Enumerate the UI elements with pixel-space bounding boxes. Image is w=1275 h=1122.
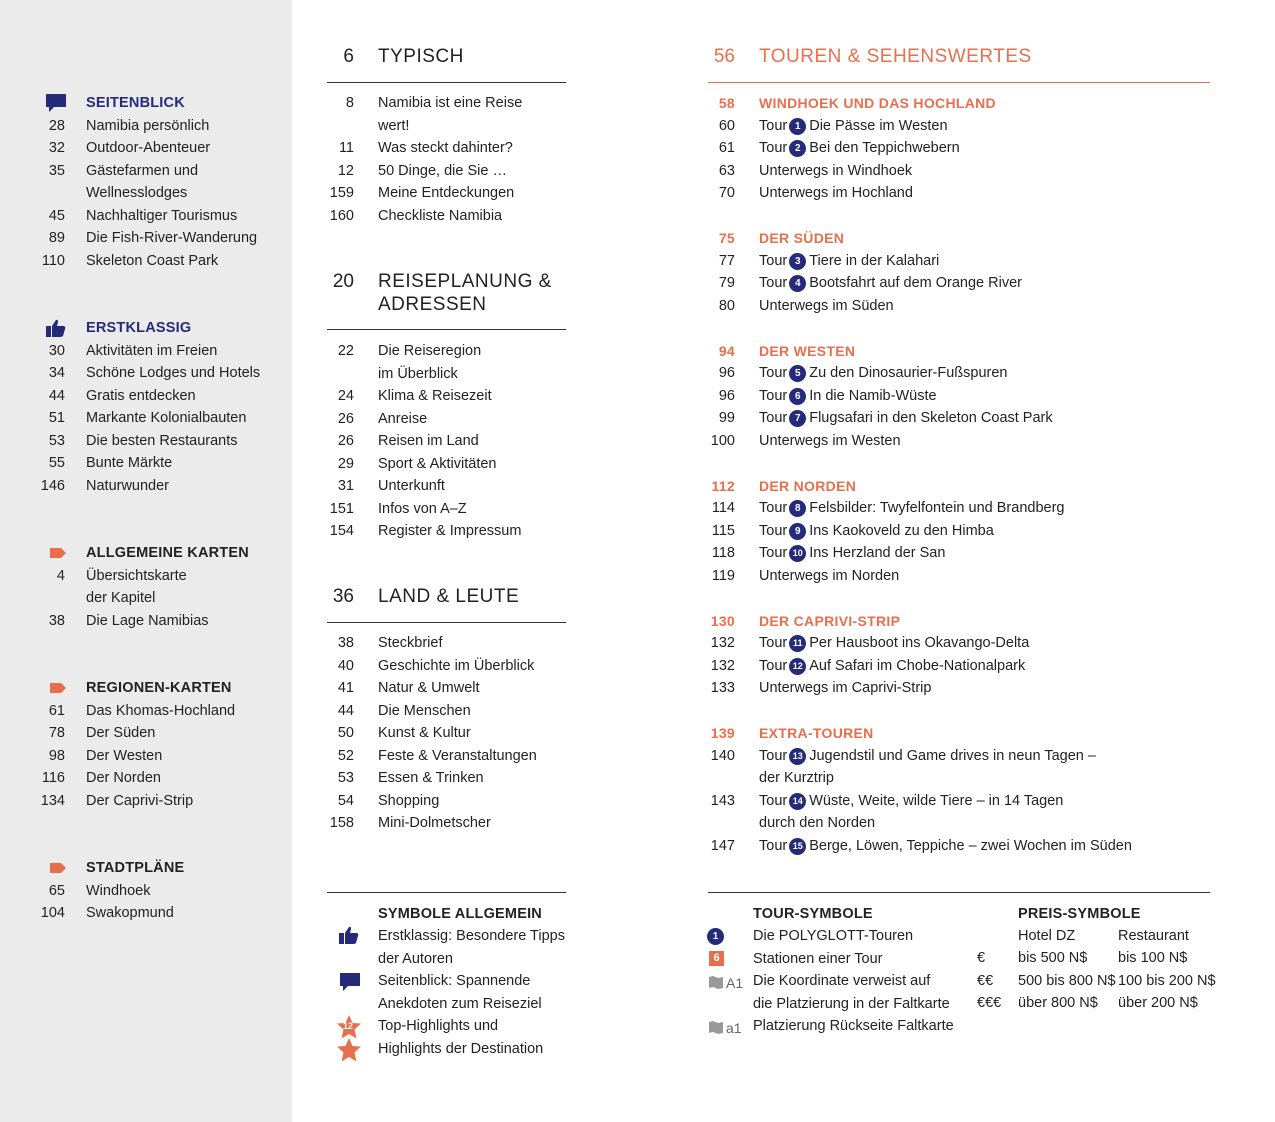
page-number: 94: [718, 342, 735, 359]
page-number: 61: [48, 702, 65, 719]
entry-label: EXTRA-TOUREN: [759, 725, 874, 741]
page-number: 89: [48, 230, 65, 246]
entry-label: Seitenblick: Spannende: [378, 973, 531, 989]
section-number: 36: [332, 586, 354, 607]
tour-title: Auf Safari im Chobe-Nationalpark: [809, 657, 1026, 674]
entry-label: WINDHOEK UND DAS HOCHLAND: [759, 95, 996, 111]
entry-label: Swakopmund: [86, 905, 174, 921]
tour-word: Tour: [759, 410, 788, 426]
entry-label: Kunst & Kultur: [378, 725, 471, 741]
entry-label: [759, 295, 894, 317]
region-heading[interactable]: [0, 610, 1275, 632]
tour-title: Ins Kaokoveld zu den Himba: [809, 522, 994, 539]
page-number: 29: [337, 455, 354, 472]
region-heading[interactable]: [0, 227, 1275, 249]
entry-label: Infos von A–Z: [378, 500, 467, 517]
entry-label: ALLGEMEINE KARTEN: [86, 545, 249, 561]
entry-label: DER CAPRIVI-STRIP: [759, 612, 901, 629]
page-number: 61: [718, 140, 735, 156]
page-number: 51: [48, 410, 65, 426]
page-number: 134: [40, 792, 65, 809]
tour-number-badge: 15: [789, 838, 806, 855]
section-number: 20: [332, 271, 354, 292]
page-number: 79: [718, 275, 735, 291]
entry-label: Der Süden: [86, 725, 156, 741]
tour-word: Tour: [759, 387, 788, 404]
tour-word: Tour: [759, 365, 788, 381]
sidebar-heading[interactable]: [0, 317, 1275, 339]
page-number: 115: [711, 522, 735, 539]
entry-label: Gästefarmen und: [86, 162, 199, 179]
region-heading[interactable]: [0, 722, 1275, 744]
tour-entry[interactable]: [0, 385, 1275, 407]
tour-number-badge: 14: [789, 793, 806, 810]
tour-entry-continued: [0, 767, 1275, 789]
tour-entry[interactable]: [0, 520, 1275, 542]
section-rule: [327, 329, 566, 330]
page-number: 38: [337, 635, 354, 651]
entry-text: Unterwegs im Caprivi-Strip: [759, 680, 932, 696]
entry-label: Das Khomas-Hochland: [86, 702, 236, 719]
entry-label: [759, 835, 1132, 857]
tour-word: Tour: [759, 140, 788, 156]
price-symbol: €: [977, 950, 986, 966]
entry-label: durch den Norden: [759, 815, 876, 831]
page-number: 78: [48, 725, 65, 741]
page-number: 130: [710, 612, 735, 629]
entry-label: Anekdoten zum Reiseziel: [378, 995, 542, 1012]
entry-label: [759, 362, 1007, 384]
entry-text: Unterwegs in Windhoek: [759, 162, 913, 179]
page-number: 40: [337, 657, 354, 674]
entry-label: Die Fish-River-Wanderung: [86, 230, 258, 246]
entry-label: Übersichtskarte: [86, 567, 187, 584]
tour-title: Per Hausboot ins Okavango-Delta: [809, 635, 1030, 651]
entry-label: Shopping: [378, 792, 440, 809]
toc-entry[interactable]: [0, 453, 1275, 475]
entry-label: SYMBOLE ALLGEMEIN: [378, 906, 542, 922]
price-restaurant: über 200 N$: [1118, 995, 1198, 1011]
tour-word: Tour: [759, 837, 788, 854]
tour-entry[interactable]: [0, 497, 1275, 519]
page-number: 75: [718, 230, 735, 246]
page-number: 146: [40, 477, 65, 494]
page-number: 143: [710, 792, 735, 809]
page-number: 65: [48, 882, 65, 899]
entry-label: Natur & Umwelt: [378, 680, 480, 696]
legend-line[interactable]: [0, 1038, 1275, 1060]
sidebar-entry[interactable]: [0, 587, 1275, 609]
entry-label: Die Reiseregion: [378, 343, 482, 359]
tour-number-badge: 1: [789, 118, 806, 135]
entry-label: Register & Impressum: [378, 523, 522, 539]
tour-title: Wüste, Weite, wilde Tiere – in 14 Tagen: [809, 792, 1064, 809]
entry-label: im Überblick: [378, 365, 458, 382]
legend-line[interactable]: [0, 925, 1275, 947]
section-title: ADRESSEN: [378, 293, 487, 315]
page-number: 11: [338, 140, 354, 156]
speech-bubble-icon: [339, 972, 361, 997]
page-number: 100: [710, 432, 735, 449]
page-number: 147: [710, 837, 735, 854]
page-number: 24: [337, 388, 354, 404]
entry-label: Mini-Dolmetscher: [378, 815, 491, 831]
entry-label: Der Westen: [86, 747, 163, 764]
tour-symbol-line: Die POLYGLOTT-Touren: [753, 928, 914, 944]
tour-title: Jugendstil und Game drives in neun Tagen –: [809, 747, 1096, 764]
section-number: 56: [713, 46, 735, 67]
tour-entry[interactable]: [0, 250, 1275, 272]
entry-label: REGIONEN-KARTEN: [86, 680, 232, 696]
entry-label: Feste & Veranstaltungen: [378, 747, 537, 764]
page-number: 32: [48, 140, 65, 156]
tour-entry[interactable]: [0, 542, 1275, 564]
price-restaurant: 100 bis 200 N$: [1118, 972, 1216, 989]
page-number: 60: [718, 117, 735, 134]
tour-entry[interactable]: [0, 745, 1275, 767]
page-number: 58: [718, 95, 735, 111]
tour-title: Bei den Teppichwebern: [809, 140, 960, 156]
page-number: 110: [41, 252, 65, 269]
station-square-symbol: 6: [709, 951, 724, 966]
page-number: 77: [718, 252, 735, 269]
tour-title: Flugsafari in den Skeleton Coast Park: [809, 410, 1053, 426]
tour-entry[interactable]: [0, 565, 1275, 587]
tour-word: Tour: [759, 635, 788, 651]
page-number: 99: [718, 410, 735, 426]
page-number: 114: [711, 500, 735, 516]
page-number: 26: [337, 433, 354, 449]
page-number: 4: [56, 567, 65, 584]
tour-title: Die Pässe im Westen: [809, 117, 948, 134]
entry-text: Unterwegs im Süden: [759, 297, 894, 314]
tour-entry[interactable]: [0, 430, 1275, 452]
page-number: 80: [718, 297, 735, 314]
entry-label: SEITENBLICK: [86, 95, 185, 111]
entry-label: Naturwunder: [86, 477, 170, 494]
page-number: 38: [48, 612, 65, 629]
entry-label: STADTPLÄNE: [86, 860, 185, 876]
entry-label: Namibia ist eine Reise: [378, 95, 523, 111]
tour-symbole-heading: TOUR-SYMBOLE: [753, 906, 873, 922]
page-number: 45: [48, 207, 65, 224]
legend-rule: [708, 892, 1210, 893]
price-symbol: €€€: [977, 995, 1002, 1011]
tour-entry[interactable]: [0, 295, 1275, 317]
tour-title: Berge, Löwen, Teppiche – zwei Wochen im Süden: [809, 837, 1132, 854]
tour-word: Tour: [759, 545, 788, 561]
entry-label: [759, 677, 931, 699]
page-number: 160: [329, 207, 354, 224]
section-title: TOUREN & SEHENSWERTES: [759, 46, 1032, 67]
page-number: 8: [345, 95, 354, 111]
page-number: 116: [41, 770, 65, 786]
tour-entry[interactable]: [0, 835, 1275, 857]
entry-label: Bunte Märkte: [86, 455, 173, 471]
star-number: 12: [343, 1021, 354, 1031]
page-number: 70: [718, 185, 735, 201]
entry-label: Die Lage Namibias: [86, 612, 209, 629]
tour-symbol-line: Die Koordinate verweist auf: [753, 973, 931, 989]
tour-title: Zu den Dinosaurier-Fußspuren: [809, 365, 1008, 381]
entry-label: Sport & Aktivitäten: [378, 455, 497, 472]
entry-text: Unterwegs im Norden: [759, 567, 900, 584]
page-number: 158: [329, 815, 354, 831]
entry-label: [759, 182, 913, 204]
map-icon: [708, 1020, 724, 1039]
entry-label: DER SÜDEN: [759, 230, 845, 246]
entry-label: [759, 520, 994, 542]
entry-label: der Kapitel: [86, 590, 156, 606]
page-number: 26: [337, 410, 354, 427]
entry-label: Der Norden: [86, 770, 161, 786]
page-number: 41: [337, 680, 354, 696]
entry-label: Was steckt dahinter?: [378, 140, 513, 156]
page-number: 55: [48, 455, 65, 471]
page-number: 52: [337, 747, 354, 764]
entry-label: Schöne Lodges und Hotels: [86, 365, 261, 381]
tour-word: Tour: [759, 657, 788, 674]
section-title: LAND & LEUTE: [378, 586, 520, 607]
map-icon: [708, 975, 724, 994]
page-number: 139: [710, 725, 735, 741]
entry-text: Unterwegs im Westen: [759, 432, 901, 449]
page-number: 31: [337, 478, 354, 494]
entry-label: 50 Dinge, die Sie …: [378, 162, 507, 179]
entry-label: [759, 160, 912, 182]
entry-label: [759, 407, 1053, 429]
page-number: 159: [329, 185, 354, 201]
tour-entry[interactable]: [0, 407, 1275, 429]
legend-line[interactable]: [0, 1015, 1275, 1037]
tour-title: Bootsfahrt auf dem Orange River: [809, 275, 1022, 291]
tour-entry[interactable]: [0, 362, 1275, 384]
section-rule: [708, 82, 1210, 83]
price-symbol: €€: [977, 972, 994, 989]
entry-label: [759, 497, 1064, 519]
entry-label: Die besten Restaurants: [86, 432, 238, 449]
tour-entry[interactable]: [0, 182, 1275, 204]
highlight-star-icon: [336, 1037, 362, 1068]
tour-entry[interactable]: [0, 137, 1275, 159]
entry-label: [759, 272, 1022, 294]
tour-entry[interactable]: [0, 790, 1275, 812]
entry-label: Geschichte im Überblick: [378, 657, 535, 674]
page-number: 132: [710, 635, 735, 651]
tour-circle-symbol: 1: [707, 928, 724, 945]
page-number: 118: [711, 545, 735, 561]
entry-label: Meine Entdeckungen: [378, 185, 515, 201]
section-rule: [327, 82, 566, 83]
tour-word: Tour: [759, 500, 788, 516]
map-coordinate-label: A1: [726, 975, 744, 991]
tour-entry[interactable]: [0, 632, 1275, 654]
entry-label: [759, 655, 1025, 677]
entry-label: Erstklassig: Besondere Tipps: [378, 928, 565, 944]
tour-symbol-line: die Platzierung in der Faltkarte: [753, 995, 950, 1012]
page-number: 54: [337, 792, 354, 809]
tour-entry[interactable]: [0, 655, 1275, 677]
sidebar-heading[interactable]: [0, 857, 1275, 879]
section-title: TYPISCH: [378, 46, 464, 67]
tour-number-badge: 13: [789, 748, 806, 765]
entry-label: Unterkunft: [378, 478, 445, 494]
page-number: 28: [48, 117, 65, 134]
entry-label: [759, 430, 901, 452]
entry-label: wert!: [378, 117, 410, 134]
tour-number-badge: 7: [789, 410, 806, 427]
tour-number-badge: 10: [789, 545, 806, 562]
tour-number-badge: 12: [789, 658, 806, 675]
tour-word: Tour: [759, 747, 788, 764]
entry-label: Klima & Reisezeit: [378, 388, 492, 404]
page-number: 154: [329, 523, 354, 539]
page-number: 22: [337, 343, 354, 359]
page-number: 96: [718, 387, 735, 404]
entry-label: [759, 790, 1063, 812]
page-number: 96: [718, 365, 735, 381]
tour-word: Tour: [759, 275, 788, 291]
entry-label: Top-Highlights und: [378, 1018, 499, 1034]
legend-rule: [327, 892, 566, 893]
entry-label: der Autoren: [378, 950, 453, 967]
tour-entry[interactable]: [0, 677, 1275, 699]
price-restaurant: bis 100 N$: [1118, 950, 1188, 966]
page-number: 34: [48, 365, 65, 381]
tour-entry[interactable]: [0, 160, 1275, 182]
page-number: 98: [48, 747, 65, 764]
page-number: 104: [40, 905, 65, 921]
page-number: 53: [48, 432, 65, 449]
entry-label: Reisen im Land: [378, 433, 479, 449]
section-title: REISEPLANUNG &: [378, 271, 552, 292]
page-number: 151: [329, 500, 354, 517]
entry-label: Anreise: [378, 410, 428, 427]
tour-number-badge: 11: [789, 635, 806, 652]
tour-symbol-line: Stationen einer Tour: [753, 950, 883, 967]
entry-label: [759, 250, 939, 272]
tour-entry[interactable]: [0, 115, 1275, 137]
region-heading[interactable]: [0, 340, 1275, 362]
entry-label: Wellnesslodges: [86, 185, 188, 201]
entry-label: Steckbrief: [378, 635, 443, 651]
tour-word: Tour: [759, 522, 788, 539]
entry-label: [759, 745, 1096, 767]
sidebar-entry[interactable]: [0, 880, 1275, 902]
page-number: 119: [711, 567, 735, 584]
tour-number-badge: 4: [789, 275, 806, 292]
entry-label: Outdoor-Abenteuer: [86, 140, 211, 156]
section-number: 6: [343, 46, 354, 67]
page-number: 112: [711, 477, 735, 494]
page-number: 50: [337, 725, 354, 741]
entry-label: Markante Kolonialbauten: [86, 410, 247, 426]
page-number: 44: [48, 387, 65, 404]
entry-label: DER NORDEN: [759, 477, 857, 494]
page-number: 133: [710, 680, 735, 696]
entry-label: Checkliste Namibia: [378, 207, 503, 224]
page-number: 44: [337, 702, 354, 719]
tour-word: Tour: [759, 117, 788, 134]
entry-label: [759, 137, 960, 159]
entry-label: [759, 632, 1029, 654]
entry-label: [759, 542, 945, 564]
page-number: 140: [710, 747, 735, 764]
page-number: 63: [718, 162, 735, 179]
region-heading[interactable]: [0, 92, 1275, 114]
entry-label: Windhoek: [86, 882, 151, 899]
region-heading[interactable]: [0, 475, 1275, 497]
toc-entry[interactable]: [0, 205, 1275, 227]
map-coordinate-label: a1: [726, 1020, 742, 1036]
entry-label: Der Caprivi-Strip: [86, 792, 194, 809]
tour-entry[interactable]: [0, 272, 1275, 294]
tour-number-badge: 8: [789, 500, 806, 517]
tour-title: In die Namib-Wüste: [809, 387, 937, 404]
entry-label: Skeleton Coast Park: [86, 252, 219, 269]
page-number: 53: [337, 770, 354, 786]
entry-label: Essen & Trinken: [378, 770, 484, 786]
thumbs-up-icon: [338, 925, 360, 950]
price-hotel: 500 bis 800 N$: [1018, 972, 1116, 989]
tour-word: Tour: [759, 252, 788, 269]
entry-text: Unterwegs im Hochland: [759, 185, 913, 201]
price-col-hotel: Hotel DZ: [1018, 928, 1076, 944]
page-number: 30: [48, 342, 65, 359]
tour-number-badge: 2: [789, 140, 806, 157]
tour-number-badge: 6: [789, 388, 806, 405]
tour-number-badge: 3: [789, 253, 806, 270]
toc-entry[interactable]: [0, 700, 1275, 722]
page-number: 35: [48, 162, 65, 179]
tour-title: Felsbilder: Twyfelfontein und Brandberg: [809, 500, 1065, 516]
entry-label: der Kurztrip: [759, 770, 834, 786]
entry-label: [759, 385, 937, 407]
entry-label: [759, 115, 948, 137]
price-hotel: bis 500 N$: [1018, 950, 1088, 966]
entry-label: Gratis entdecken: [86, 387, 196, 404]
price-hotel: über 800 N$: [1018, 995, 1098, 1011]
entry-label: Highlights der Destination: [378, 1040, 544, 1057]
entry-label: ERSTKLASSIG: [86, 320, 192, 336]
tour-symbol-line: Platzierung Rückseite Faltkarte: [753, 1018, 954, 1034]
entry-label: DER WESTEN: [759, 342, 856, 359]
page-number: 132: [710, 657, 735, 674]
tour-number-badge: 5: [789, 365, 806, 382]
entry-label: [759, 565, 899, 587]
price-col-restaurant: Restaurant: [1118, 928, 1189, 944]
entry-label: Namibia persönlich: [86, 117, 210, 134]
tour-number-badge: 9: [789, 523, 806, 540]
entry-label: Nachhaltiger Tourismus: [86, 207, 238, 224]
tour-title: Tiere in der Kalahari: [809, 252, 940, 269]
tour-title: Ins Herzland der San: [809, 545, 946, 561]
tour-entry-continued: [0, 812, 1275, 834]
entry-label: Aktivitäten im Freien: [86, 342, 218, 359]
page-number: 12: [337, 162, 354, 179]
entry-label: Die Menschen: [378, 702, 471, 719]
tour-word: Tour: [759, 792, 788, 809]
preis-symbole-heading: PREIS-SYMBOLE: [1018, 906, 1141, 922]
